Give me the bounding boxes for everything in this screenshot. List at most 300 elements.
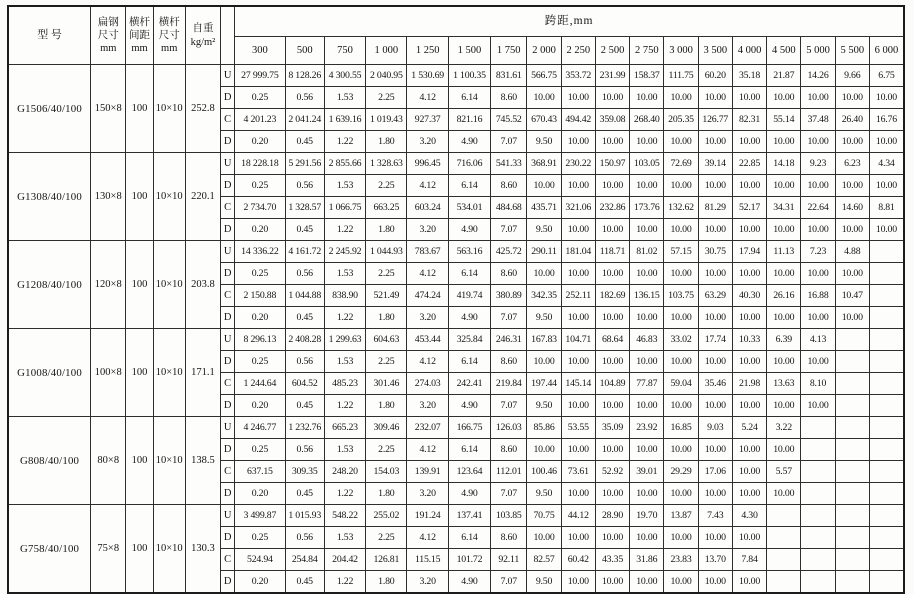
load-value-cell: 10.00 — [767, 351, 801, 373]
load-value-cell: 10.33 — [732, 329, 766, 351]
load-value-cell: 18 228.18 — [235, 153, 285, 175]
load-value-cell: 39.01 — [630, 461, 664, 483]
load-value-cell: 10.00 — [732, 219, 766, 241]
load-value-cell — [869, 439, 904, 461]
row-type-label: C — [221, 197, 235, 219]
load-value-cell: 6.23 — [835, 153, 869, 175]
load-value-cell — [767, 571, 801, 594]
load-value-cell: 453.44 — [407, 329, 448, 351]
load-value-cell: 716.06 — [448, 153, 490, 175]
load-value-cell: 2 150.88 — [235, 285, 285, 307]
load-value-cell: 10.00 — [595, 439, 629, 461]
load-value-cell: 10.00 — [630, 219, 664, 241]
model-cell: G1208/40/100 — [8, 241, 91, 329]
crossbar-spacing-cell: 100 — [126, 153, 153, 241]
load-value-cell: 16.76 — [869, 109, 904, 131]
crossbar-spacing-cell: 100 — [126, 65, 153, 153]
load-value-cell — [835, 395, 869, 417]
row-type-label: U — [221, 241, 235, 263]
load-value-cell: 10.00 — [561, 483, 595, 505]
row-type-label: C — [221, 461, 235, 483]
load-value-cell — [767, 549, 801, 571]
load-value-cell: 13.87 — [664, 505, 698, 527]
load-value-cell: 6.75 — [869, 65, 904, 87]
load-value-cell: 2 734.70 — [235, 197, 285, 219]
load-value-cell: 10.00 — [869, 175, 904, 197]
load-value-cell: 167.83 — [527, 329, 561, 351]
load-value-cell: 10.00 — [561, 131, 595, 153]
row-type-label: D — [221, 87, 235, 109]
crossbar-spacing-cell: 100 — [126, 329, 153, 417]
load-value-cell: 3 499.87 — [235, 505, 285, 527]
load-value-cell: 8 128.26 — [285, 65, 324, 87]
load-value-cell — [869, 417, 904, 439]
header-row-1 — [8, 6, 904, 37]
load-value-cell: 77.87 — [630, 373, 664, 395]
load-value-cell: 425.72 — [491, 241, 527, 263]
load-value-cell: 10.00 — [630, 483, 664, 505]
load-value-cell: 435.71 — [527, 197, 561, 219]
load-value-cell: 10.00 — [767, 483, 801, 505]
load-value-cell: 1.53 — [324, 87, 365, 109]
load-value-cell: 10.00 — [664, 395, 698, 417]
load-value-cell: 115.15 — [407, 549, 448, 571]
load-value-cell: 46.83 — [630, 329, 664, 351]
load-value-cell: 10.00 — [835, 175, 869, 197]
load-value-cell: 0.45 — [285, 131, 324, 153]
load-value-cell — [801, 483, 835, 505]
load-value-cell: 6.14 — [448, 175, 490, 197]
load-value-cell: 10.00 — [664, 439, 698, 461]
load-value-cell: 10.00 — [561, 395, 595, 417]
load-value-cell: 3.20 — [407, 483, 448, 505]
load-value-cell: 5.57 — [767, 461, 801, 483]
load-value-cell: 145.14 — [561, 373, 595, 395]
load-value-cell: 2 855.66 — [324, 153, 365, 175]
load-value-cell: 73.61 — [561, 461, 595, 483]
load-value-cell: 274.03 — [407, 373, 448, 395]
load-value-cell: 10.00 — [732, 461, 766, 483]
load-value-cell: 1.53 — [324, 351, 365, 373]
crossbar-size-cell: 10×10 — [153, 505, 185, 594]
load-value-cell: 10.00 — [732, 131, 766, 153]
load-value-cell: 0.56 — [285, 175, 324, 197]
row-type-label: U — [221, 65, 235, 87]
load-value-cell: 10.00 — [561, 219, 595, 241]
load-value-cell: 112.01 — [491, 461, 527, 483]
load-value-cell: 9.50 — [527, 131, 561, 153]
load-value-cell — [801, 439, 835, 461]
load-value-cell — [869, 395, 904, 417]
load-value-cell — [869, 351, 904, 373]
load-value-cell: 7.07 — [491, 571, 527, 594]
load-value-cell: 838.90 — [324, 285, 365, 307]
crossbar-size-cell: 10×10 — [153, 153, 185, 241]
load-value-cell: 2.25 — [366, 263, 407, 285]
load-value-cell — [869, 285, 904, 307]
load-value-cell: 10.00 — [664, 263, 698, 285]
load-value-cell: 9.66 — [835, 65, 869, 87]
load-value-cell: 10.00 — [527, 87, 561, 109]
span-column-header: 5 000 — [801, 37, 835, 65]
load-value-cell: 16.88 — [801, 285, 835, 307]
load-value-cell — [767, 527, 801, 549]
load-value-cell: 3.20 — [407, 219, 448, 241]
header-weight — [185, 6, 220, 65]
row-type-label: U — [221, 329, 235, 351]
load-value-cell: 1.22 — [324, 131, 365, 153]
load-value-cell: 10.00 — [595, 131, 629, 153]
flat-steel-size-cell: 100×8 — [91, 329, 126, 417]
load-value-cell: 10.00 — [801, 351, 835, 373]
model-cell: G1506/40/100 — [8, 65, 91, 153]
load-value-cell: 524.94 — [235, 549, 285, 571]
load-value-cell: 9.50 — [527, 219, 561, 241]
flat-steel-size-cell: 75×8 — [91, 505, 126, 594]
load-value-cell: 2 041.24 — [285, 109, 324, 131]
load-value-cell: 10.00 — [595, 87, 629, 109]
load-value-cell: 10.00 — [527, 351, 561, 373]
load-value-cell: 6.14 — [448, 439, 490, 461]
load-value-cell: 1.53 — [324, 527, 365, 549]
load-value-cell: 10.00 — [664, 131, 698, 153]
load-value-cell: 8.10 — [801, 373, 835, 395]
load-value-cell: 309.35 — [285, 461, 324, 483]
load-value-cell: 1 100.35 — [448, 65, 490, 87]
load-value-cell: 10.00 — [767, 175, 801, 197]
load-value-cell: 7.84 — [732, 549, 766, 571]
grating-load-span-table — [7, 5, 905, 594]
load-value-cell: 9.50 — [527, 307, 561, 329]
row-type-label: D — [221, 219, 235, 241]
load-value-cell: 136.15 — [630, 285, 664, 307]
load-value-cell: 3.22 — [767, 417, 801, 439]
load-value-cell: 43.35 — [595, 549, 629, 571]
load-value-cell: 1 328.63 — [366, 153, 407, 175]
load-value-cell: 3.20 — [407, 395, 448, 417]
header-flat-steel-size — [91, 6, 126, 65]
load-value-cell: 8.60 — [491, 87, 527, 109]
load-value-cell: 1.22 — [324, 219, 365, 241]
load-value-cell: 4.90 — [448, 131, 490, 153]
load-value-cell: 10.00 — [869, 219, 904, 241]
load-value-cell: 10.00 — [561, 571, 595, 594]
header-weight-unit: kg/m² — [190, 36, 216, 48]
load-value-cell: 325.84 — [448, 329, 490, 351]
load-value-cell: 4.34 — [869, 153, 904, 175]
load-value-cell: 10.00 — [698, 131, 732, 153]
load-value-cell: 5 291.56 — [285, 153, 324, 175]
weight-cell: 252.8 — [185, 65, 220, 153]
load-value-cell: 563.16 — [448, 241, 490, 263]
load-value-cell: 10.00 — [630, 351, 664, 373]
load-value-cell: 1.53 — [324, 175, 365, 197]
load-value-cell: 2.25 — [366, 351, 407, 373]
load-value-cell — [801, 505, 835, 527]
load-value-cell: 13.70 — [698, 549, 732, 571]
span-column-header: 2 500 — [595, 37, 629, 65]
load-value-cell: 255.02 — [366, 505, 407, 527]
header-crossbar-spacing — [126, 6, 153, 65]
load-value-cell: 10.00 — [698, 483, 732, 505]
load-value-cell — [835, 549, 869, 571]
load-value-cell: 7.07 — [491, 395, 527, 417]
load-value-cell: 17.94 — [732, 241, 766, 263]
load-value-cell: 10.00 — [664, 351, 698, 373]
flat-steel-size-cell: 120×8 — [91, 241, 126, 329]
load-value-cell: 16.85 — [664, 417, 698, 439]
span-column-header: 1 500 — [448, 37, 490, 65]
load-value-cell: 1 530.69 — [407, 65, 448, 87]
weight-cell: 203.8 — [185, 241, 220, 329]
load-value-cell: 1 299.63 — [324, 329, 365, 351]
load-value-cell: 10.00 — [561, 263, 595, 285]
load-value-cell — [869, 307, 904, 329]
load-value-cell: 927.37 — [407, 109, 448, 131]
load-value-cell: 4.90 — [448, 395, 490, 417]
load-value-cell: 82.31 — [732, 109, 766, 131]
load-value-cell: 21.87 — [767, 65, 801, 87]
load-value-cell: 10.47 — [835, 285, 869, 307]
load-value-cell: 10.00 — [732, 527, 766, 549]
load-value-cell: 103.85 — [491, 505, 527, 527]
crossbar-size-cell: 10×10 — [153, 329, 185, 417]
load-value-cell: 301.46 — [366, 373, 407, 395]
load-value-cell: 10.00 — [527, 527, 561, 549]
load-value-cell: 10.00 — [801, 307, 835, 329]
load-value-cell: 10.00 — [664, 527, 698, 549]
row-type-label: C — [221, 109, 235, 131]
load-value-cell: 10.00 — [801, 131, 835, 153]
load-value-cell: 0.25 — [235, 527, 285, 549]
load-value-cell: 1.22 — [324, 483, 365, 505]
load-value-cell: 8.60 — [491, 175, 527, 197]
load-value-cell: 1 019.43 — [366, 109, 407, 131]
load-value-cell: 132.62 — [664, 197, 698, 219]
load-value-cell: 10.00 — [835, 131, 869, 153]
row-type-label: D — [221, 175, 235, 197]
load-value-cell: 9.03 — [698, 417, 732, 439]
span-column-header: 4 500 — [767, 37, 801, 65]
load-value-cell: 10.00 — [732, 439, 766, 461]
load-value-cell: 231.99 — [595, 65, 629, 87]
load-value-cell: 0.25 — [235, 439, 285, 461]
load-value-cell: 4.12 — [407, 351, 448, 373]
load-value-cell: 33.02 — [664, 329, 698, 351]
row-type-label: D — [221, 571, 235, 594]
load-value-cell: 150.97 — [595, 153, 629, 175]
load-value-cell: 494.42 — [561, 109, 595, 131]
load-value-cell: 230.22 — [561, 153, 595, 175]
load-value-cell: 353.72 — [561, 65, 595, 87]
load-value-cell — [835, 505, 869, 527]
load-value-cell: 603.24 — [407, 197, 448, 219]
load-value-cell: 10.00 — [595, 483, 629, 505]
load-value-cell: 4.90 — [448, 307, 490, 329]
load-value-cell: 13.63 — [767, 373, 801, 395]
load-value-cell: 10.00 — [869, 131, 904, 153]
load-value-cell: 57.15 — [664, 241, 698, 263]
load-value-cell: 268.40 — [630, 109, 664, 131]
load-value-cell: 1 232.76 — [285, 417, 324, 439]
load-value-cell: 604.52 — [285, 373, 324, 395]
load-value-cell: 21.98 — [732, 373, 766, 395]
load-value-cell: 8.60 — [491, 439, 527, 461]
load-value-cell: 1 015.93 — [285, 505, 324, 527]
load-value-cell: 831.61 — [491, 65, 527, 87]
load-value-cell — [835, 329, 869, 351]
crossbar-size-cell: 10×10 — [153, 241, 185, 329]
load-value-cell: 10.00 — [801, 395, 835, 417]
load-value-cell: 1 066.75 — [324, 197, 365, 219]
load-value-cell: 10.00 — [801, 219, 835, 241]
weight-cell: 171.1 — [185, 329, 220, 417]
load-value-cell: 10.00 — [698, 439, 732, 461]
crossbar-spacing-cell: 100 — [126, 241, 153, 329]
load-value-cell: 242.41 — [448, 373, 490, 395]
load-value-cell: 566.75 — [527, 65, 561, 87]
load-value-cell: 232.86 — [595, 197, 629, 219]
load-value-cell: 637.15 — [235, 461, 285, 483]
load-value-cell: 0.56 — [285, 527, 324, 549]
load-value-cell: 1.53 — [324, 263, 365, 285]
load-value-cell: 10.00 — [664, 571, 698, 594]
load-value-cell: 126.81 — [366, 549, 407, 571]
load-value-cell: 2.25 — [366, 439, 407, 461]
load-value-cell: 63.29 — [698, 285, 732, 307]
load-value-cell: 111.75 — [664, 65, 698, 87]
row-type-label: D — [221, 483, 235, 505]
load-value-cell: 34.31 — [767, 197, 801, 219]
load-value-cell: 3.20 — [407, 131, 448, 153]
flat-steel-size-cell: 130×8 — [91, 153, 126, 241]
load-value-cell: 541.33 — [491, 153, 527, 175]
load-value-cell: 14.26 — [801, 65, 835, 87]
load-value-cell: 81.02 — [630, 241, 664, 263]
table-body — [8, 65, 904, 594]
load-value-cell: 10.00 — [630, 527, 664, 549]
load-value-cell: 10.00 — [698, 175, 732, 197]
load-value-cell: 10.00 — [767, 131, 801, 153]
load-value-cell: 10.00 — [595, 263, 629, 285]
load-value-cell: 10.00 — [835, 307, 869, 329]
load-value-cell: 10.00 — [664, 219, 698, 241]
table-row — [8, 417, 904, 439]
load-value-cell — [869, 571, 904, 594]
load-value-cell: 10.00 — [801, 263, 835, 285]
load-value-cell: 484.68 — [491, 197, 527, 219]
load-value-cell: 10.00 — [801, 87, 835, 109]
load-value-cell: 2.25 — [366, 527, 407, 549]
load-value-cell: 1.80 — [366, 395, 407, 417]
load-value-cell: 254.84 — [285, 549, 324, 571]
load-value-cell: 10.00 — [527, 263, 561, 285]
load-value-cell: 1.22 — [324, 395, 365, 417]
load-value-cell — [835, 571, 869, 594]
row-type-label: C — [221, 373, 235, 395]
row-type-label: D — [221, 395, 235, 417]
load-value-cell: 1.80 — [366, 571, 407, 594]
row-type-label: D — [221, 131, 235, 153]
load-value-cell: 103.75 — [664, 285, 698, 307]
load-value-cell: 3.20 — [407, 307, 448, 329]
load-value-cell: 39.14 — [698, 153, 732, 175]
load-value-cell: 0.45 — [285, 483, 324, 505]
row-type-label: U — [221, 505, 235, 527]
weight-cell: 138.5 — [185, 417, 220, 505]
load-value-cell: 4.88 — [835, 241, 869, 263]
load-value-cell: 27 999.75 — [235, 65, 285, 87]
load-value-cell: 14 336.22 — [235, 241, 285, 263]
load-value-cell: 534.01 — [448, 197, 490, 219]
load-value-cell — [835, 483, 869, 505]
load-value-cell: 19.70 — [630, 505, 664, 527]
header-crossbar-size-line1: 横杆 — [158, 16, 180, 28]
load-value-cell: 10.00 — [835, 219, 869, 241]
load-value-cell: 821.16 — [448, 109, 490, 131]
load-value-cell: 368.91 — [527, 153, 561, 175]
load-value-cell: 1.80 — [366, 131, 407, 153]
load-value-cell: 0.45 — [285, 571, 324, 594]
load-value-cell: 10.00 — [835, 87, 869, 109]
load-value-cell: 4.12 — [407, 439, 448, 461]
load-value-cell: 14.18 — [767, 153, 801, 175]
load-value-cell: 10.00 — [698, 395, 732, 417]
load-value-cell: 0.20 — [235, 131, 285, 153]
load-value-cell: 4 201.23 — [235, 109, 285, 131]
load-value-cell: 182.69 — [595, 285, 629, 307]
load-value-cell — [869, 483, 904, 505]
header-flat-steel-line1: 扁钢 — [97, 16, 119, 28]
load-value-cell: 1.22 — [324, 571, 365, 594]
load-value-cell: 10.00 — [767, 219, 801, 241]
load-value-cell: 82.57 — [527, 549, 561, 571]
header-crossbar-size — [153, 6, 185, 65]
span-column-header: 2 750 — [630, 37, 664, 65]
load-value-cell — [835, 461, 869, 483]
load-value-cell: 10.00 — [767, 307, 801, 329]
header-weight-line1: 自重 — [192, 23, 214, 35]
load-value-cell: 118.71 — [595, 241, 629, 263]
header-crossbar-spacing-line1: 横杆 — [128, 16, 150, 28]
load-value-cell: 26.40 — [835, 109, 869, 131]
load-value-cell: 17.74 — [698, 329, 732, 351]
span-column-header: 2 250 — [561, 37, 595, 65]
load-value-cell: 2 408.28 — [285, 329, 324, 351]
load-value-cell: 1 639.16 — [324, 109, 365, 131]
span-column-header: 5 500 — [835, 37, 869, 65]
load-value-cell: 10.00 — [630, 263, 664, 285]
load-value-cell: 10.00 — [595, 307, 629, 329]
load-value-cell: 204.42 — [324, 549, 365, 571]
load-value-cell: 10.00 — [698, 527, 732, 549]
header-span: 跨距,mm — [235, 6, 904, 37]
span-column-header: 1 250 — [407, 37, 448, 65]
load-value-cell: 10.00 — [527, 439, 561, 461]
load-value-cell: 10.00 — [630, 87, 664, 109]
header-crossbar-spacing-line2: 间距 — [128, 29, 150, 41]
load-value-cell: 10.00 — [767, 395, 801, 417]
load-value-cell: 4.12 — [407, 527, 448, 549]
load-value-cell — [835, 439, 869, 461]
row-type-label: D — [221, 351, 235, 373]
table-row — [8, 505, 904, 527]
header-crossbar-size-unit: mm — [161, 43, 178, 55]
load-value-cell: 4.90 — [448, 483, 490, 505]
load-value-cell: 10.00 — [835, 263, 869, 285]
load-value-cell: 60.42 — [561, 549, 595, 571]
load-value-cell: 59.04 — [664, 373, 698, 395]
